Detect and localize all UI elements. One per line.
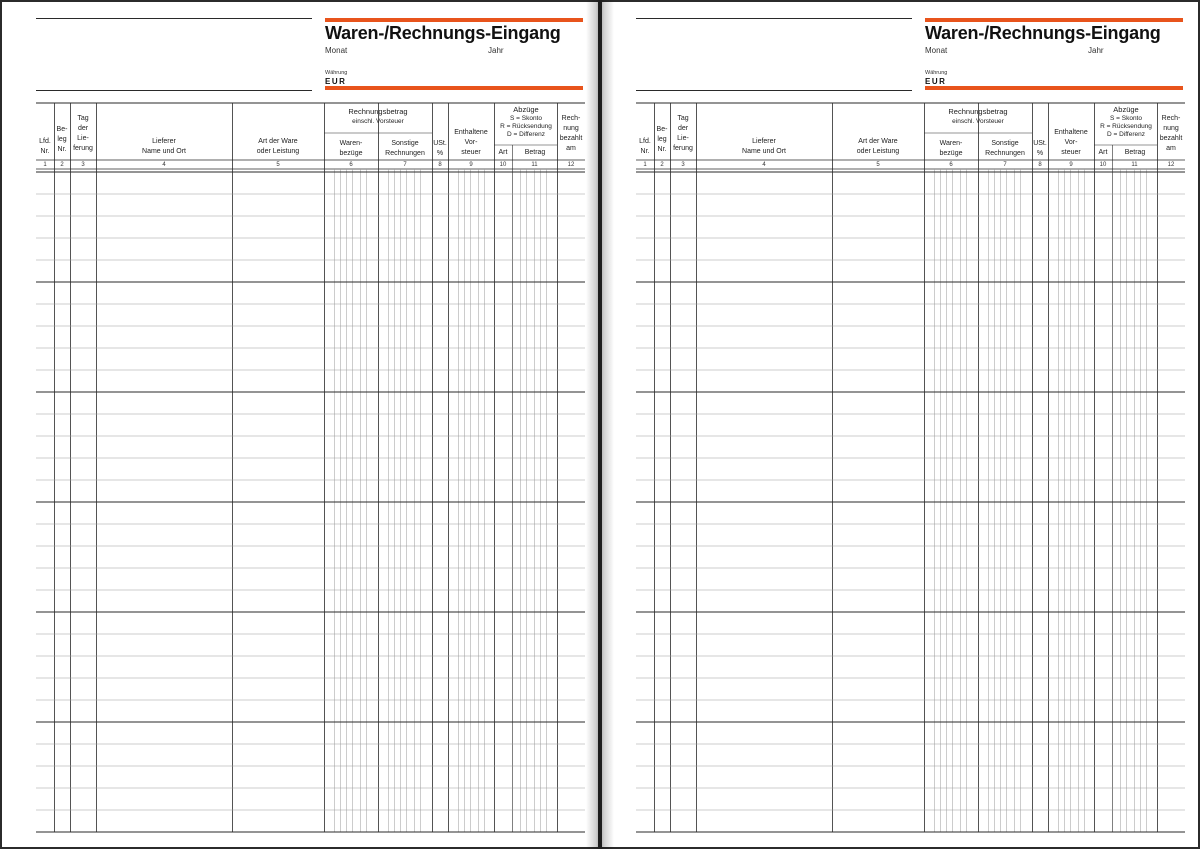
column-number: 8 <box>438 162 442 168</box>
form-title: Waren-/Rechnungs-Eingang <box>925 23 1161 43</box>
column-number: 2 <box>660 162 664 168</box>
header-sonstige: Sonstige Rechnungen <box>985 140 1025 157</box>
currency-value: EUR <box>325 77 347 86</box>
header-abzuege-legend: S = Skonto R = Rücksendung D = Differenz <box>500 115 552 138</box>
header-abzuege-legend: S = Skonto R = Rücksendung D = Differenz <box>1100 115 1152 138</box>
year-label: Jahr <box>488 46 504 55</box>
header-abzuege: Abzüge <box>513 105 539 114</box>
month-label: Monat <box>925 46 948 55</box>
header-tag-lieferung: Tag der Lie- ferung <box>73 115 93 152</box>
header-bezahlt: Rech- nung bezahlt am <box>559 115 583 152</box>
header-warenbezuege: Waren- bezüge <box>939 140 963 157</box>
column-number: 5 <box>276 162 280 168</box>
column-number: 11 <box>531 162 538 168</box>
left-page <box>2 2 598 847</box>
column-number: 10 <box>499 162 507 168</box>
header-rechnungsbetrag: Rechnungsbetrag <box>348 107 408 116</box>
year-label: Jahr <box>1088 46 1104 55</box>
column-number: 12 <box>567 162 575 168</box>
header-enthaltene: Enthaltene Vor- steuer <box>454 129 488 156</box>
header-warenbezuege: Waren- bezüge <box>339 140 363 157</box>
column-number: 12 <box>1167 162 1175 168</box>
header-lieferer: Lieferer Name und Ort <box>142 138 186 155</box>
column-number: 5 <box>876 162 880 168</box>
column-number: 3 <box>681 162 685 168</box>
header-ust: USt. % <box>1033 140 1047 157</box>
column-number: 11 <box>1131 162 1138 168</box>
column-number: 4 <box>762 162 766 168</box>
currency-label: Währung <box>325 70 348 76</box>
column-number: 1 <box>643 162 647 168</box>
header-vorsteuer: einschl. Vorsteuer <box>352 118 404 125</box>
right-page <box>602 2 1198 847</box>
column-number: 9 <box>1069 162 1073 168</box>
header-sonstige: Sonstige Rechnungen <box>385 140 425 157</box>
header-beleg-nr: Be- leg Nr. <box>656 126 668 153</box>
header-art-ware: Art der Ware oder Leistung <box>856 138 900 155</box>
header-abzuege: Abzüge <box>1113 105 1139 114</box>
column-number: 6 <box>349 162 353 168</box>
column-number: 1 <box>43 162 47 168</box>
column-number: 4 <box>162 162 166 168</box>
header-abzuege-betrag: Betrag <box>1124 149 1146 156</box>
header-ust: USt. % <box>433 140 447 157</box>
header-abzuege-art: Art <box>1098 149 1108 156</box>
header-tag-lieferung: Tag der Lie- ferung <box>673 115 693 152</box>
header-abzuege-art: Art <box>498 149 508 156</box>
header-art-ware: Art der Ware oder Leistung <box>256 138 300 155</box>
column-number: 10 <box>1099 162 1107 168</box>
column-number: 9 <box>469 162 473 168</box>
column-number: 2 <box>60 162 64 168</box>
month-label: Monat <box>325 46 348 55</box>
header-lieferer: Lieferer Name und Ort <box>742 138 786 155</box>
header-beleg-nr: Be- leg Nr. <box>56 126 68 153</box>
header-rechnungsbetrag: Rechnungsbetrag <box>948 107 1008 116</box>
header-enthaltene: Enthaltene Vor- steuer <box>1054 129 1088 156</box>
header-bezahlt: Rech- nung bezahlt am <box>1159 115 1183 152</box>
header-abzuege-betrag: Betrag <box>524 149 546 156</box>
form-title: Waren-/Rechnungs-Eingang <box>325 23 561 43</box>
column-number: 7 <box>1003 162 1007 168</box>
column-number: 8 <box>1038 162 1042 168</box>
column-number: 3 <box>81 162 85 168</box>
header-lfd-nr: Lfd. Nr. <box>39 138 51 155</box>
currency-value: EUR <box>925 77 947 86</box>
header-vorsteuer: einschl. Vorsteuer <box>952 118 1004 125</box>
currency-label: Währung <box>925 70 948 76</box>
column-number: 6 <box>949 162 953 168</box>
binding-gutter <box>586 0 614 849</box>
column-number: 7 <box>403 162 407 168</box>
header-lfd-nr: Lfd. Nr. <box>639 138 651 155</box>
